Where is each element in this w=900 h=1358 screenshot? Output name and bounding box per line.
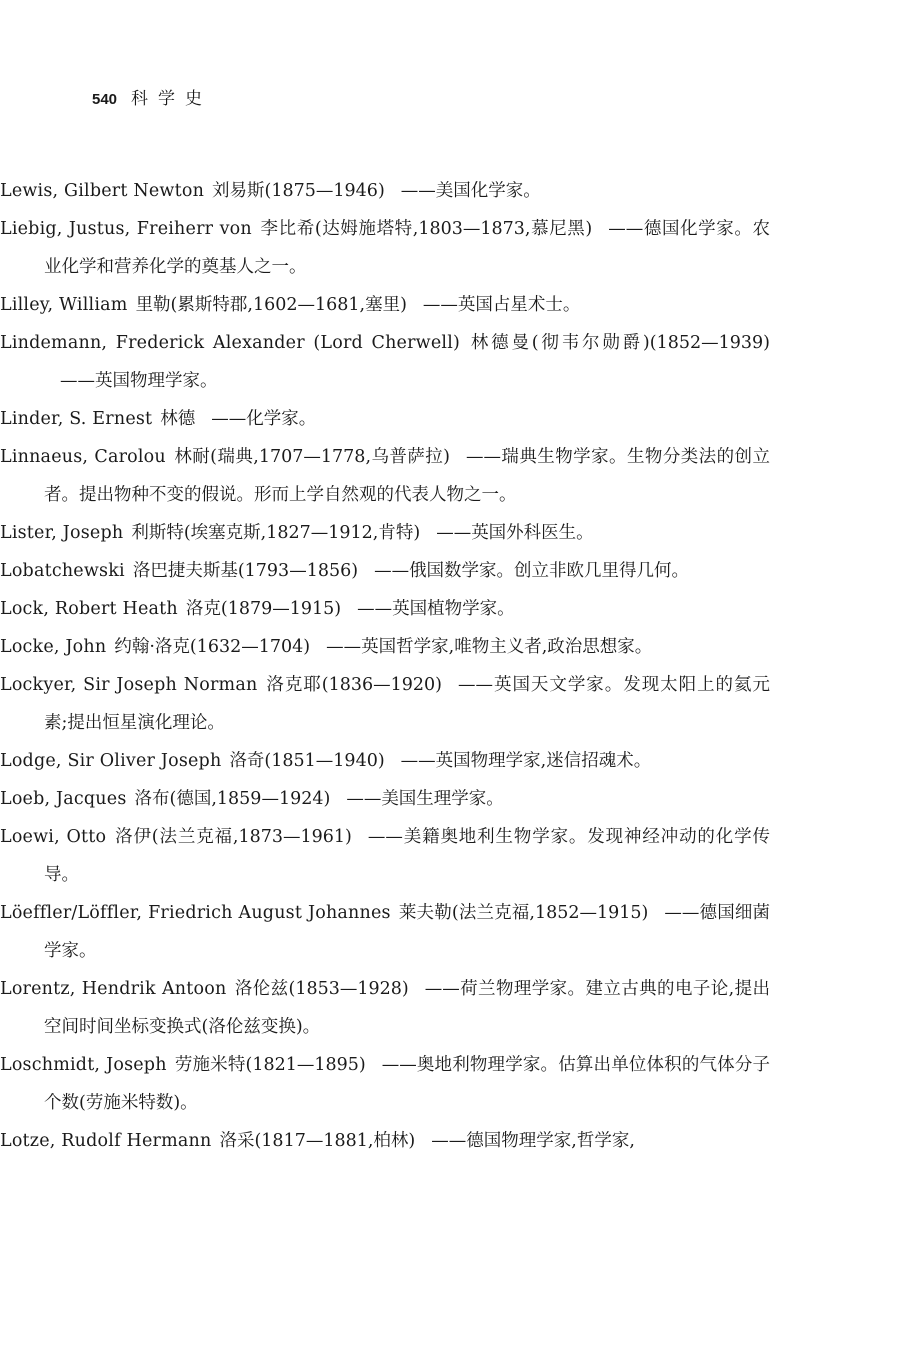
entry-english-name: Lock, Robert Heath [0, 599, 178, 619]
entry-chinese-name: 洛克耶(1836—1920) [265, 675, 443, 695]
entry-description: ——美国化学家。 [400, 181, 541, 201]
glossary-entry [0, 894, 770, 970]
entry-chinese-name: 洛采(1817—1881,柏林) [219, 1131, 416, 1151]
entry-description: ——英国植物学家。 [357, 599, 515, 619]
entry-chinese-name: 洛布(德国,1859—1924) [134, 789, 331, 809]
entry-english-name: Loeb, Jacques [0, 789, 127, 809]
entry-description: ——俄国数学家。创立非欧几里得几何。 [374, 561, 690, 581]
entry-description: ——美籍奥地利生物学家。发现神经冲动的化学传导。 [44, 827, 770, 885]
entry-description: ——英国占星术士。 [422, 295, 581, 315]
glossary-entry [0, 590, 770, 628]
glossary-entry [0, 438, 770, 514]
entry-description: ——美国生理学家。 [346, 789, 504, 809]
entry-english-name: Lewis, Gilbert Newton [0, 181, 205, 201]
entry-english-name: Löeffler/Löffler, Friedrich August Johannes [0, 903, 391, 923]
glossary-entry [0, 210, 770, 286]
page-number: 540 [92, 91, 118, 108]
glossary-entry [0, 514, 770, 552]
glossary-entry [0, 666, 770, 742]
glossary-entry [0, 172, 770, 210]
entry-english-name: Loewi, Otto [0, 827, 107, 847]
entry-english-name: Lister, Joseph [0, 523, 124, 543]
entry-chinese-name: 里勒(累斯特郡,1602—1681,塞里) [135, 295, 407, 315]
glossary-entry [0, 324, 770, 400]
glossary-entry [0, 286, 770, 324]
entry-description: ——德国物理学家,哲学家, [431, 1131, 635, 1151]
glossary-entry [0, 970, 770, 1046]
entry-chinese-name: 约翰·洛克(1632—1704) [114, 637, 311, 657]
entry-chinese-name: 洛伦兹(1853—1928) [234, 979, 409, 999]
running-header [92, 84, 212, 109]
glossary-entry [0, 742, 770, 780]
entry-description: ——德国化学家。农业化学和营养化学的奠基人之一。 [44, 219, 771, 277]
entry-chinese-name: 林德 [160, 409, 196, 429]
entry-description: ——瑞典生物学家。生物分类法的创立者。提出物种不变的假说。形而上学自然观的代表人物之一。 [44, 447, 770, 505]
entry-description: ——英国天文学家。发现太阳上的氦元素;提出恒星演化理论。 [44, 675, 770, 733]
glossary-entry [0, 780, 770, 818]
entry-english-name: Lindemann, Frederick Alexander (Lord Cherwell) [0, 333, 461, 353]
book-title: 科学史 [131, 89, 213, 109]
glossary-entry [0, 628, 770, 666]
entry-english-name: Lockyer, Sir Joseph Norman [0, 675, 258, 695]
entry-english-name: Liebig, Justus, Freiherr von [0, 219, 252, 239]
entry-description: ——德国细菌学家。 [44, 903, 770, 961]
entry-chinese-name: 洛巴捷夫斯基(1793—1856) [132, 561, 359, 581]
glossary-entries [0, 172, 900, 1160]
entry-description: ——奥地利物理学家。估算出单位体积的气体分子个数(劳施米特数)。 [44, 1055, 770, 1113]
entry-description: ——英国外科医生。 [436, 523, 594, 543]
entry-chinese-name: 莱夫勒(法兰克福,1852—1915) [398, 903, 649, 923]
entry-english-name: Lodge, Sir Oliver Joseph [0, 751, 222, 771]
glossary-entry [0, 1046, 770, 1122]
glossary-entry [0, 818, 770, 894]
entry-chinese-name: 林德曼(彻韦尔勋爵)(1852—1939) [468, 333, 770, 353]
entry-description: ——英国物理学家,迷信招魂术。 [400, 751, 652, 771]
glossary-entry [0, 552, 770, 590]
entry-english-name: Linder, S. Ernest [0, 409, 153, 429]
entry-chinese-name: 李比希(达姆施塔特,1803—1873,慕尼黑) [259, 219, 593, 239]
entry-chinese-name: 劳施米特(1821—1895) [174, 1055, 366, 1075]
glossary-entry [0, 1122, 770, 1160]
entry-english-name: Linnaeus, Carolou [0, 447, 166, 467]
entry-chinese-name: 洛克(1879—1915) [185, 599, 342, 619]
entry-english-name: Lobatchewski [0, 561, 125, 581]
entry-english-name: Lotze, Rudolf Hermann [0, 1131, 212, 1151]
entry-chinese-name: 洛伊(法兰克福,1873—1961) [114, 827, 352, 847]
entry-english-name: Loschmidt, Joseph [0, 1055, 167, 1075]
entry-chinese-name: 林耐(瑞典,1707—1778,乌普萨拉) [173, 447, 450, 467]
glossary-entry [0, 400, 770, 438]
entry-description: ——英国物理学家。 [60, 371, 218, 391]
entry-chinese-name: 刘易斯(1875—1946) [212, 181, 385, 201]
entry-chinese-name: 洛奇(1851—1940) [229, 751, 385, 771]
entry-description: ——荷兰物理学家。建立古典的电子论,提出空间时间坐标变换式(洛伦兹变换)。 [44, 979, 770, 1037]
entry-description: ——化学家。 [211, 409, 317, 429]
entry-description: ——英国哲学家,唯物主义者,政治思想家。 [326, 637, 653, 657]
entry-english-name: Locke, John [0, 637, 107, 657]
entry-chinese-name: 利斯特(埃塞克斯,1827—1912,肯特) [131, 523, 421, 543]
entry-english-name: Lorentz, Hendrik Antoon [0, 979, 227, 999]
entry-english-name: Lilley, William [0, 295, 128, 315]
